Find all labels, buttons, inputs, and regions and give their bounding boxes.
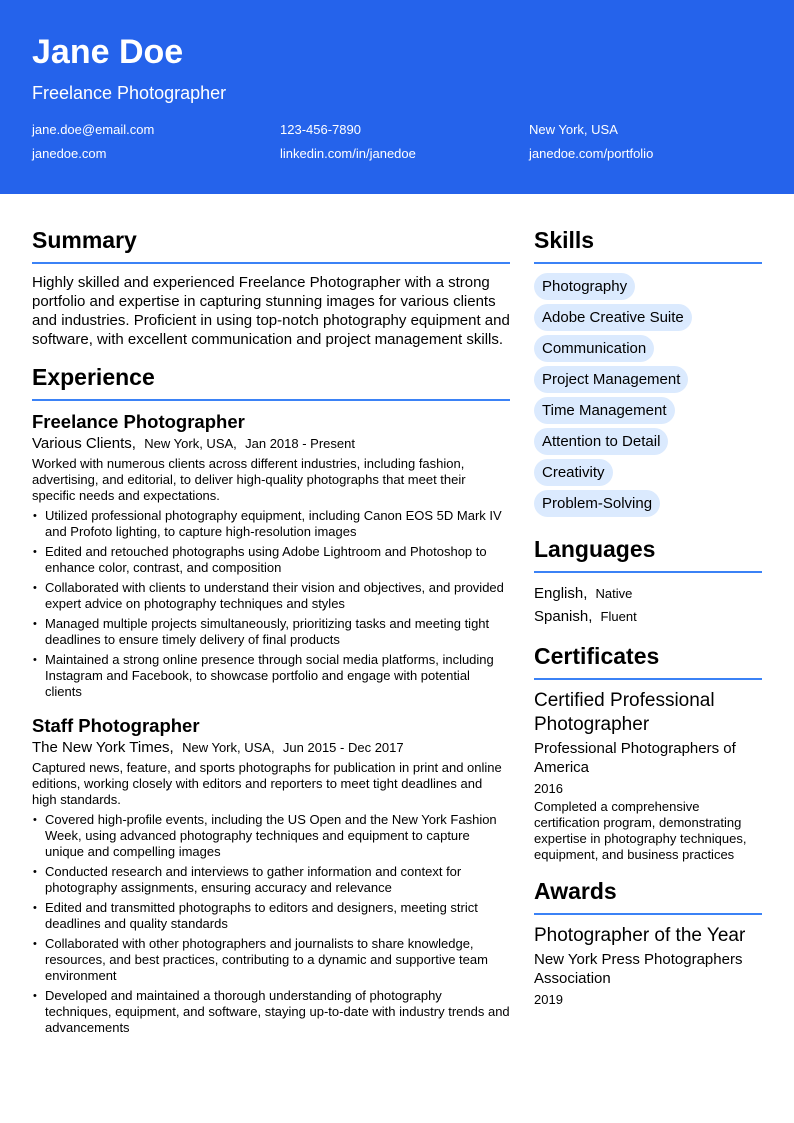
job-title: Staff Photographer bbox=[32, 715, 200, 736]
experience-entry bbox=[32, 714, 510, 1036]
experience-heading: Experience bbox=[32, 363, 510, 401]
bullet-item: • Collaborated with clients to understand their vision and objectives, and provided expert advice on photography techniques and styles bbox=[32, 580, 510, 612]
language-name: Spanish, bbox=[534, 608, 593, 625]
linkedin-link[interactable]: linkedin.com/in/janedoe bbox=[280, 146, 416, 161]
awards-heading: Awards bbox=[534, 877, 762, 915]
certificate-issuer: Professional Photographers of America bbox=[534, 740, 736, 776]
skill-tag: Problem-Solving bbox=[534, 490, 660, 517]
job-dates: Jan 2018 - Present bbox=[245, 436, 355, 451]
side-column bbox=[534, 226, 762, 1010]
contact-row bbox=[32, 121, 762, 145]
skills-list bbox=[534, 273, 762, 521]
certificate-title: Certified Professional Photographer bbox=[534, 690, 715, 735]
bullet-item: • Covered high-profile events, including the US Open and the New York Fashion Week, using advanced photography techniques and equipment to capture unique and compelling images bbox=[32, 812, 510, 860]
candidate-role: Freelance Photographer bbox=[32, 83, 227, 103]
candidate-name: Jane Doe bbox=[32, 33, 184, 71]
job-location: New York, USA, bbox=[182, 740, 275, 755]
email[interactable]: jane.doe@email.com bbox=[32, 122, 155, 137]
phone[interactable]: 123-456-7890 bbox=[280, 122, 361, 137]
website-link[interactable]: janedoe.com bbox=[32, 146, 107, 161]
job-description: Captured news, feature, and sports photographs for publication in print and online editions, working closely with editors and reporters to meet tight deadlines and high standards. bbox=[32, 760, 502, 807]
skill-tag: Photography bbox=[534, 273, 635, 300]
language-name: English, bbox=[534, 585, 588, 602]
bullet-item: • Conducted research and interviews to gather information and context for photography assignments, ensuring accuracy and relevance bbox=[32, 864, 510, 896]
job-location: New York, USA, bbox=[144, 436, 237, 451]
skill-tag: Communication bbox=[534, 335, 654, 362]
bullet-item: • Collaborated with other photographers and journalists to share knowledge, resources, and best practices, contributing to a dynamic and supportive team environment bbox=[32, 936, 510, 984]
certificate-year: 2016 bbox=[534, 781, 563, 796]
skill-tag: Time Management bbox=[534, 397, 675, 424]
job-bullets bbox=[32, 508, 510, 700]
contact-info bbox=[32, 121, 762, 169]
certificate-entry bbox=[534, 689, 762, 863]
job-meta bbox=[32, 738, 510, 758]
skill-tag: Project Management bbox=[534, 366, 688, 393]
bullet-item: • Developed and maintained a thorough understanding of photography techniques, equipment, and software, staying up-to-date with industry trends and advancements bbox=[32, 988, 510, 1036]
skill-tag: Attention to Detail bbox=[534, 428, 668, 455]
certificate-description: Completed a comprehensive certification program, demonstrating expertise in photography techniques, equipment, and business practices bbox=[534, 799, 747, 862]
bullet-item: • Edited and retouched photographs using Adobe Lightroom and Photoshop to enhance color, contrast, and composition bbox=[32, 544, 510, 576]
job-description: Worked with numerous clients across different industries, including fashion, advertising, and editorial, to deliver high-quality photographs that meet their specific needs and expectations. bbox=[32, 456, 466, 503]
bullet-item: • Managed multiple projects simultaneously, prioritizing tasks and meeting tight deadlines to ensure timely delivery of final products bbox=[32, 616, 510, 648]
bullet-item: • Edited and transmitted photographs to editors and designers, meeting strict deadlines and quality standards bbox=[32, 900, 510, 932]
skill-tag: Adobe Creative Suite bbox=[534, 304, 692, 331]
award-issuer: New York Press Photographers Association bbox=[534, 951, 743, 987]
summary-heading: Summary bbox=[32, 226, 510, 264]
bullet-item: • Utilized professional photography equipment, including Canon EOS 5D Mark IV and Profoto lighting, to capture high-resolution images bbox=[32, 508, 510, 540]
language-item bbox=[534, 605, 762, 628]
language-item bbox=[534, 582, 762, 605]
main-column bbox=[32, 226, 510, 1050]
language-level: Fluent bbox=[600, 609, 637, 624]
contact-row bbox=[32, 145, 762, 169]
job-meta bbox=[32, 434, 510, 454]
job-dates: Jun 2015 - Dec 2017 bbox=[282, 740, 404, 755]
skills-heading: Skills bbox=[534, 226, 762, 264]
location: New York, USA bbox=[529, 122, 618, 137]
award-entry bbox=[534, 924, 762, 1010]
summary-text: Highly skilled and experienced Freelance Photographer with a strong portfolio and expertise in capturing stunning images for various clients and industries. Proficient in using top-notch photography equipment and software, with excellent communication and project management skills. bbox=[32, 274, 510, 348]
company: Various Clients, bbox=[32, 435, 136, 452]
languages-heading: Languages bbox=[534, 535, 762, 573]
job-bullets bbox=[32, 812, 510, 1036]
languages-list bbox=[534, 582, 762, 628]
company: The New York Times, bbox=[32, 739, 174, 756]
certificates-heading: Certificates bbox=[534, 642, 762, 680]
portfolio-link[interactable]: janedoe.com/portfolio bbox=[529, 146, 654, 161]
bullet-item: • Maintained a strong online presence through social media platforms, including Instagram and Facebook, to showcase portfolio and engage with potential clients bbox=[32, 652, 510, 700]
award-title: Photographer of the Year bbox=[534, 925, 746, 946]
skill-tag: Creativity bbox=[534, 459, 613, 486]
language-level: Native bbox=[595, 586, 633, 601]
job-title: Freelance Photographer bbox=[32, 411, 245, 432]
resume-header bbox=[0, 0, 794, 194]
award-year: 2019 bbox=[534, 992, 563, 1007]
experience-entry bbox=[32, 410, 510, 700]
